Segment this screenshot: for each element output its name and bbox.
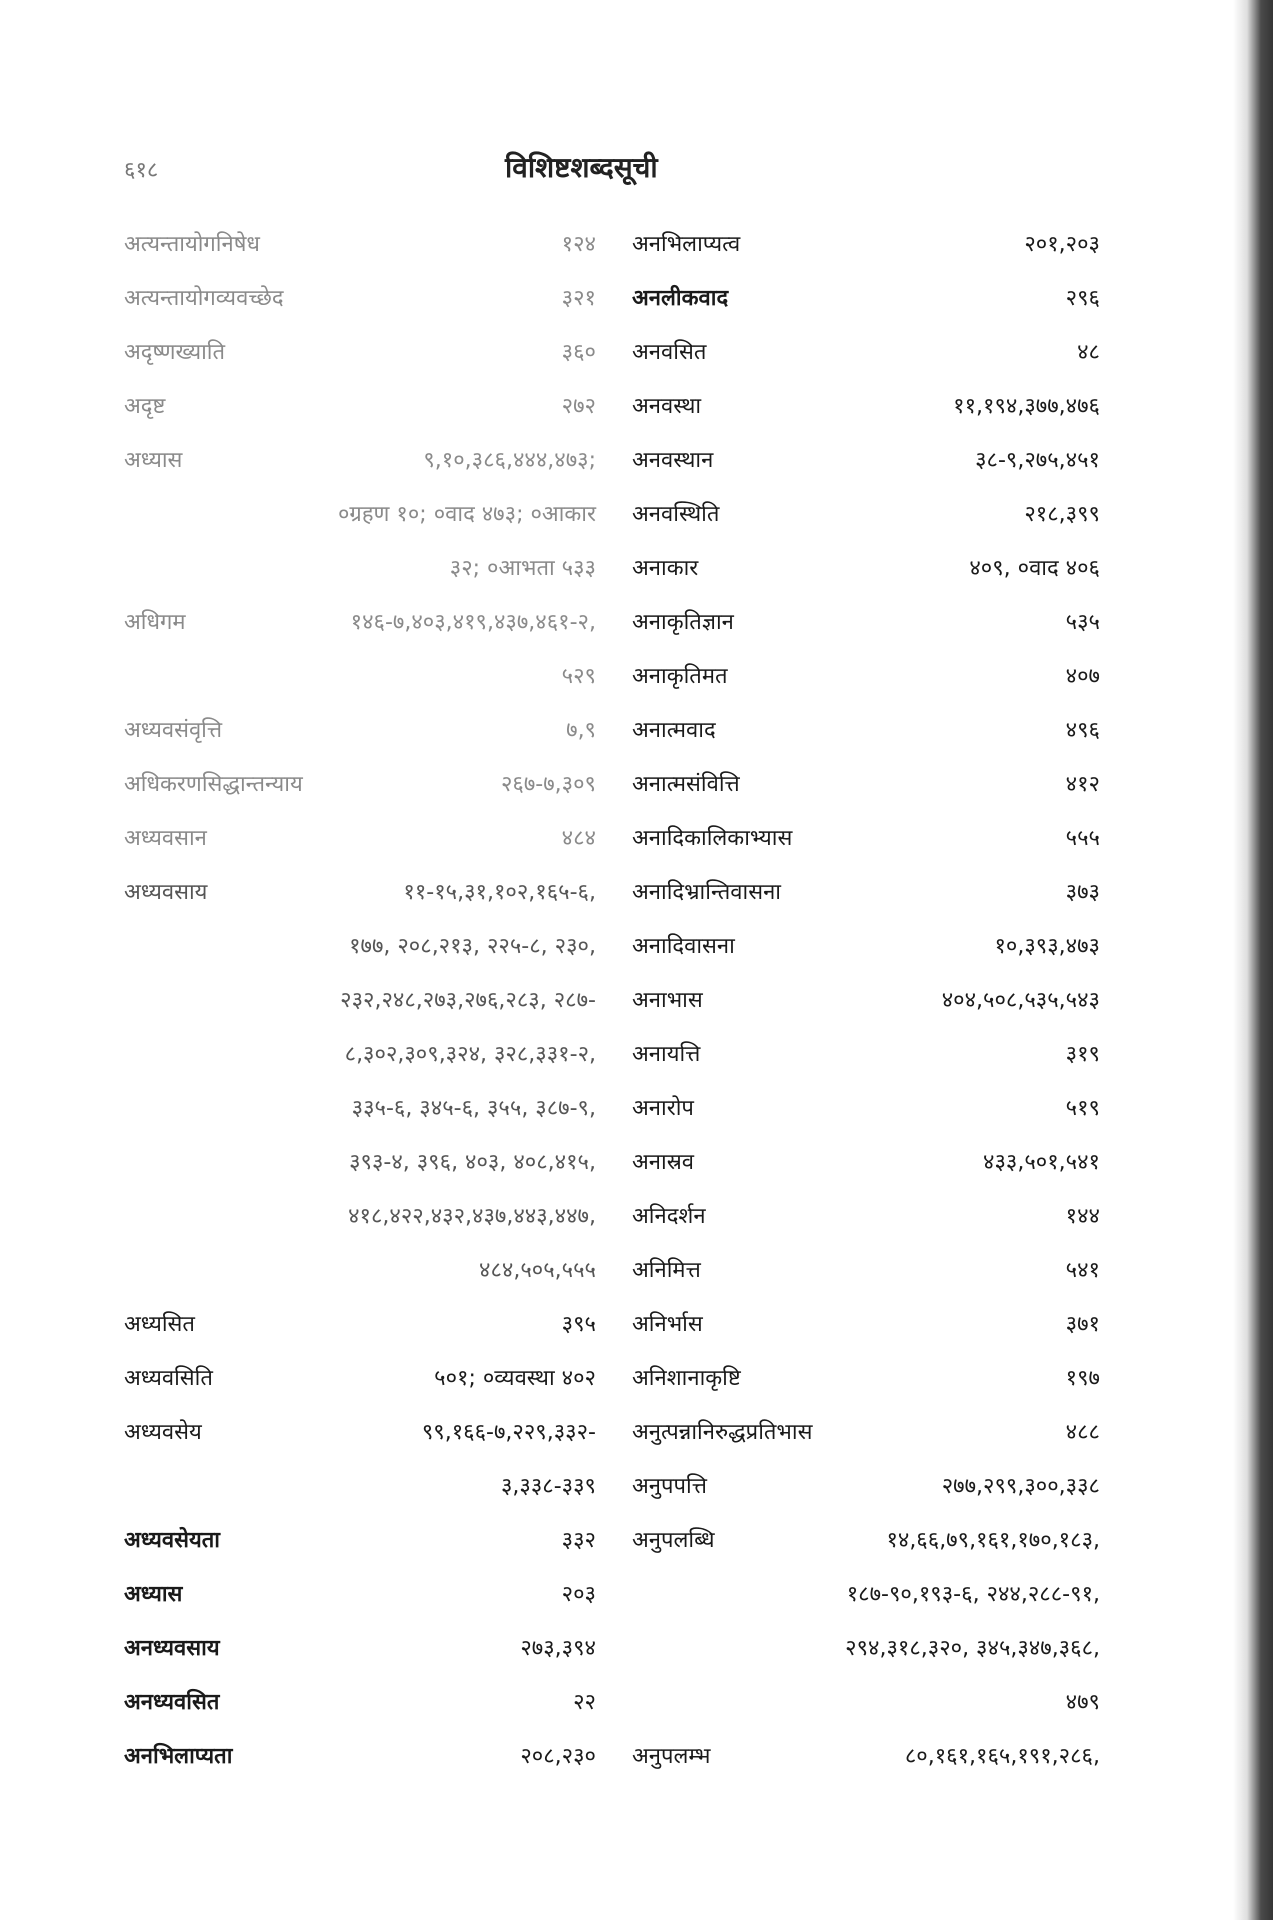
index-entry-row bbox=[632, 1298, 1100, 1352]
index-entry-row bbox=[124, 272, 596, 326]
index-pages: ३७१ bbox=[1065, 1312, 1100, 1337]
index-entry bbox=[632, 596, 1100, 650]
index-pages: २०१,२०३ bbox=[1024, 232, 1100, 257]
index-term: अध्यवसंवृत्ति bbox=[124, 718, 223, 743]
index-pages: २०८,२३० bbox=[520, 1744, 596, 1769]
index-entry-row bbox=[124, 812, 596, 866]
index-term: अनास्रव bbox=[632, 1150, 695, 1175]
index-term: अनादिवासना bbox=[632, 934, 735, 959]
index-pages: ११-१५,३१,१०२,१६५-६, bbox=[403, 880, 596, 905]
index-term: अनात्मसंवित्ति bbox=[632, 772, 740, 797]
index-entry-row bbox=[632, 920, 1100, 974]
index-entry bbox=[632, 1190, 1100, 1244]
index-entry bbox=[632, 1406, 1100, 1460]
index-pages: २९६ bbox=[1065, 286, 1100, 311]
index-entry bbox=[632, 866, 1100, 920]
index-entry bbox=[632, 920, 1100, 974]
index-term: अनवस्थिति bbox=[632, 502, 720, 527]
index-entry bbox=[124, 434, 596, 596]
index-term: अनवस्थान bbox=[632, 448, 714, 473]
index-entry bbox=[632, 1028, 1100, 1082]
index-entry bbox=[124, 1730, 596, 1784]
index-term: अनायत्ति bbox=[632, 1042, 701, 1067]
index-pages: ५०१; ०व्यवस्था ४०२ bbox=[434, 1366, 596, 1391]
index-entry-row bbox=[632, 1190, 1100, 1244]
index-entry bbox=[124, 1676, 596, 1730]
index-pages: ४०९, ०वाद ४०६ bbox=[969, 556, 1100, 581]
index-entry bbox=[124, 596, 596, 704]
index-entry bbox=[632, 218, 1100, 272]
index-entry-row bbox=[632, 272, 1100, 326]
index-pages: ३९५ bbox=[561, 1312, 596, 1337]
index-entry bbox=[632, 1136, 1100, 1190]
page-header bbox=[0, 148, 1273, 188]
index-entry bbox=[632, 326, 1100, 380]
index-pages: ५३५ bbox=[1065, 610, 1100, 635]
index-pages-continued: १७७, २०८,२१३, २२५-८, २३०, bbox=[349, 934, 596, 959]
index-entry bbox=[632, 488, 1100, 542]
index-entry-row bbox=[632, 1730, 1100, 1784]
index-term: अनुत्पन्नानिरुद्धप्रतिभास bbox=[632, 1420, 813, 1445]
index-entry bbox=[632, 542, 1100, 596]
index-entry-row bbox=[124, 758, 596, 812]
index-entry-row bbox=[632, 866, 1100, 920]
index-entry-row bbox=[124, 326, 596, 380]
index-pages: ३८-९,२७५,४५१ bbox=[975, 448, 1100, 473]
index-term: अनुपलब्धि bbox=[632, 1528, 715, 1553]
index-entry bbox=[632, 704, 1100, 758]
index-pages-continued: २३२,२४८,२७३,२७६,२८३, २८७- bbox=[340, 988, 596, 1013]
index-pages: ३३२ bbox=[561, 1528, 596, 1553]
index-pages: ३१९ bbox=[1065, 1042, 1100, 1067]
index-pages: २६७-७,३०९ bbox=[500, 772, 596, 797]
index-term: अनवसित bbox=[632, 340, 707, 365]
index-pages-continued: ४७९ bbox=[1065, 1690, 1100, 1715]
index-entry bbox=[632, 1352, 1100, 1406]
index-pages: २२ bbox=[573, 1690, 596, 1715]
index-term: अनाभास bbox=[632, 988, 703, 1013]
index-entry bbox=[124, 758, 596, 812]
index-entry-row bbox=[124, 1514, 596, 1568]
index-entry-row bbox=[124, 434, 596, 488]
index-pages: ४३३,५०१,५४१ bbox=[983, 1150, 1100, 1175]
index-pages: १४,६६,७९,१६१,१७०,१८३, bbox=[886, 1528, 1100, 1553]
index-term: अनध्यवसाय bbox=[124, 1636, 220, 1661]
index-entry bbox=[632, 650, 1100, 704]
index-entry-row bbox=[632, 1406, 1100, 1460]
index-term: अदृष्ट bbox=[124, 394, 166, 419]
index-term: अनुपपत्ति bbox=[632, 1474, 707, 1499]
index-pages: २०३ bbox=[561, 1582, 596, 1607]
index-pages: ४९६ bbox=[1065, 718, 1100, 743]
index-pages: २७३,३९४ bbox=[520, 1636, 596, 1661]
index-pages-continued: १८७-९०,१९३-६, २४४,२८८-९१, bbox=[846, 1582, 1100, 1607]
index-entry-row bbox=[632, 1514, 1100, 1568]
index-term: अध्यवसेयता bbox=[124, 1528, 220, 1553]
index-term: अनुपलम्भ bbox=[632, 1744, 711, 1769]
index-pages: १४४ bbox=[1065, 1204, 1100, 1229]
index-entry-row bbox=[124, 1568, 596, 1622]
index-entry bbox=[124, 326, 596, 380]
index-pages: २७७,२९९,३००,३३८ bbox=[941, 1474, 1100, 1499]
index-term: अनादिभ्रान्तिवासना bbox=[632, 880, 781, 905]
index-entry-row bbox=[632, 758, 1100, 812]
page-edge-shadow bbox=[1233, 0, 1273, 1920]
index-entry-row bbox=[632, 326, 1100, 380]
index-entry-row bbox=[632, 380, 1100, 434]
index-term: अनाकृतिज्ञान bbox=[632, 610, 734, 635]
index-pages: १९७ bbox=[1065, 1366, 1100, 1391]
index-pages-continued: २९४,३१८,३२०, ३४५,३४७,३६८, bbox=[845, 1636, 1100, 1661]
index-entry bbox=[632, 1460, 1100, 1514]
index-term: अनाकृतिमत bbox=[632, 664, 728, 689]
index-entry bbox=[124, 1622, 596, 1676]
index-pages: १०,३९३,४७३ bbox=[994, 934, 1100, 959]
index-entry-row bbox=[632, 1460, 1100, 1514]
index-entry-row bbox=[632, 434, 1100, 488]
index-pages: ३६० bbox=[561, 340, 596, 365]
index-column-left bbox=[124, 218, 596, 1784]
index-pages-continued: ३२; ०आभता ५३३ bbox=[449, 556, 596, 581]
index-entry bbox=[124, 1352, 596, 1406]
index-entry bbox=[124, 1406, 596, 1514]
index-entry-row bbox=[124, 866, 596, 920]
index-pages: ५५५ bbox=[1065, 826, 1100, 851]
index-term: अत्यन्तायोगव्यवच्छेद bbox=[124, 286, 284, 311]
index-pages: १२४ bbox=[561, 232, 596, 257]
index-pages: ११,१९४,३७७,४७६ bbox=[953, 394, 1100, 419]
index-entry bbox=[632, 272, 1100, 326]
index-entry-row bbox=[124, 596, 596, 650]
index-entry-row bbox=[632, 974, 1100, 1028]
index-entry bbox=[124, 218, 596, 272]
index-entry bbox=[632, 1082, 1100, 1136]
index-pages: ४०७ bbox=[1065, 664, 1100, 689]
index-pages: ८०,१६१,१६५,१९१,२८६, bbox=[904, 1744, 1100, 1769]
index-term: अधिगम bbox=[124, 610, 186, 635]
index-entry-row bbox=[632, 596, 1100, 650]
index-column-right bbox=[632, 218, 1100, 1784]
index-entry-row bbox=[632, 812, 1100, 866]
index-pages: २१८,३९९ bbox=[1024, 502, 1100, 527]
index-entry bbox=[124, 866, 596, 1298]
index-pages: २७२ bbox=[561, 394, 596, 419]
index-entry bbox=[632, 974, 1100, 1028]
index-entry-row bbox=[632, 218, 1100, 272]
index-entry bbox=[632, 1244, 1100, 1298]
index-pages: ९९,१६६-७,२२९,३३२- bbox=[421, 1420, 596, 1445]
index-term: अनभिलाप्यत्व bbox=[632, 232, 741, 257]
index-entry bbox=[632, 812, 1100, 866]
index-term: अनारोप bbox=[632, 1096, 694, 1121]
index-term: अनात्मवाद bbox=[632, 718, 716, 743]
index-term: अध्यसित bbox=[124, 1312, 195, 1337]
index-pages: ७,९ bbox=[566, 718, 596, 743]
index-term: अधिकरणसिद्धान्तन्याय bbox=[124, 772, 303, 797]
index-entry-row bbox=[124, 1406, 596, 1460]
index-term: अनिमित्त bbox=[632, 1258, 701, 1283]
index-pages: ५१९ bbox=[1065, 1096, 1100, 1121]
index-term: अध्यवसिति bbox=[124, 1366, 213, 1391]
index-term: अनिदर्शन bbox=[632, 1204, 706, 1229]
index-entry bbox=[632, 1514, 1100, 1730]
index-entry bbox=[124, 1298, 596, 1352]
index-term: अध्यास bbox=[124, 448, 183, 473]
index-term: अध्यास bbox=[124, 1582, 183, 1607]
index-term: अनाकार bbox=[632, 556, 699, 581]
index-entry-row bbox=[124, 1352, 596, 1406]
index-entry-row bbox=[124, 380, 596, 434]
index-term: अनादिकालिकाभ्यास bbox=[632, 826, 793, 851]
index-pages: ९,१०,३८६,४४४,४७३; bbox=[423, 448, 596, 473]
index-pages-continued: ४८४,५०५,५५५ bbox=[479, 1258, 596, 1283]
index-term: अनवस्था bbox=[632, 394, 702, 419]
index-entry bbox=[632, 380, 1100, 434]
index-entry-row bbox=[124, 704, 596, 758]
index-term: अत्यन्तायोगनिषेध bbox=[124, 232, 260, 257]
page-number: ६१८ bbox=[124, 158, 159, 183]
index-entry-row bbox=[632, 704, 1100, 758]
index-entry-row bbox=[632, 1136, 1100, 1190]
index-entry bbox=[632, 1298, 1100, 1352]
index-pages: ४८४ bbox=[561, 826, 596, 851]
index-term: अध्यवसान bbox=[124, 826, 207, 851]
index-entry-row bbox=[124, 218, 596, 272]
index-entry bbox=[124, 272, 596, 326]
index-pages-continued: ४१८,४२२,४३२,४३७,४४३,४४७, bbox=[348, 1204, 596, 1229]
index-entry bbox=[124, 1568, 596, 1622]
index-pages: ४०४,५०८,५३५,५४३ bbox=[941, 988, 1100, 1013]
index-pages-continued: ८,३०२,३०९,३२४, ३२८,३३१-२, bbox=[344, 1042, 596, 1067]
index-entry-row bbox=[124, 1676, 596, 1730]
index-entry bbox=[124, 812, 596, 866]
page-title: विशिष्टशब्दसूची bbox=[505, 151, 658, 184]
index-pages: १४६-७,४०३,४१९,४३७,४६१-२, bbox=[350, 610, 596, 635]
index-pages: ५४१ bbox=[1065, 1258, 1100, 1283]
index-entry-row bbox=[632, 650, 1100, 704]
index-term: अनभिलाप्यता bbox=[124, 1744, 233, 1769]
index-entry-row bbox=[632, 488, 1100, 542]
index-entry-row bbox=[632, 542, 1100, 596]
index-entry bbox=[124, 380, 596, 434]
index-pages-continued: ५२९ bbox=[561, 664, 596, 689]
index-term: अनिर्भास bbox=[632, 1312, 703, 1337]
index-entry-row bbox=[632, 1028, 1100, 1082]
index-entry bbox=[124, 704, 596, 758]
index-entry bbox=[632, 434, 1100, 488]
index-entry bbox=[632, 1730, 1100, 1784]
index-term: अदृष्णख्याति bbox=[124, 340, 226, 365]
index-entry-row bbox=[632, 1244, 1100, 1298]
index-pages: ३७३ bbox=[1065, 880, 1100, 905]
index-term: अध्यवसेय bbox=[124, 1420, 202, 1445]
index-pages-continued: ०ग्रहण १०; ०वाद ४७३; ०आकार bbox=[337, 502, 596, 527]
index-entry bbox=[124, 1514, 596, 1568]
index-entry-row bbox=[124, 1730, 596, 1784]
index-pages-continued: ३९३-४, ३९६, ४०३, ४०८,४१५, bbox=[349, 1150, 596, 1175]
index-pages: ४१२ bbox=[1065, 772, 1100, 797]
index-entry-row bbox=[124, 1298, 596, 1352]
index-entry bbox=[632, 758, 1100, 812]
index-entry-row bbox=[632, 1082, 1100, 1136]
index-pages: ४८८ bbox=[1065, 1420, 1100, 1445]
index-pages: ३२१ bbox=[561, 286, 596, 311]
index-pages-continued: ३,३३८-३३९ bbox=[500, 1474, 596, 1499]
index-entry-row bbox=[124, 1622, 596, 1676]
index-term: अध्यवसाय bbox=[124, 880, 208, 905]
index-term: अनलीकवाद bbox=[632, 286, 729, 311]
index-term: अनध्यवसित bbox=[124, 1690, 220, 1715]
index-pages-continued: ३३५-६, ३४५-६, ३५५, ३८७-९, bbox=[351, 1096, 596, 1121]
index-entry-row bbox=[632, 1352, 1100, 1406]
index-term: अनिशानाकृष्टि bbox=[632, 1366, 741, 1391]
index-pages: ४८ bbox=[1077, 340, 1100, 365]
